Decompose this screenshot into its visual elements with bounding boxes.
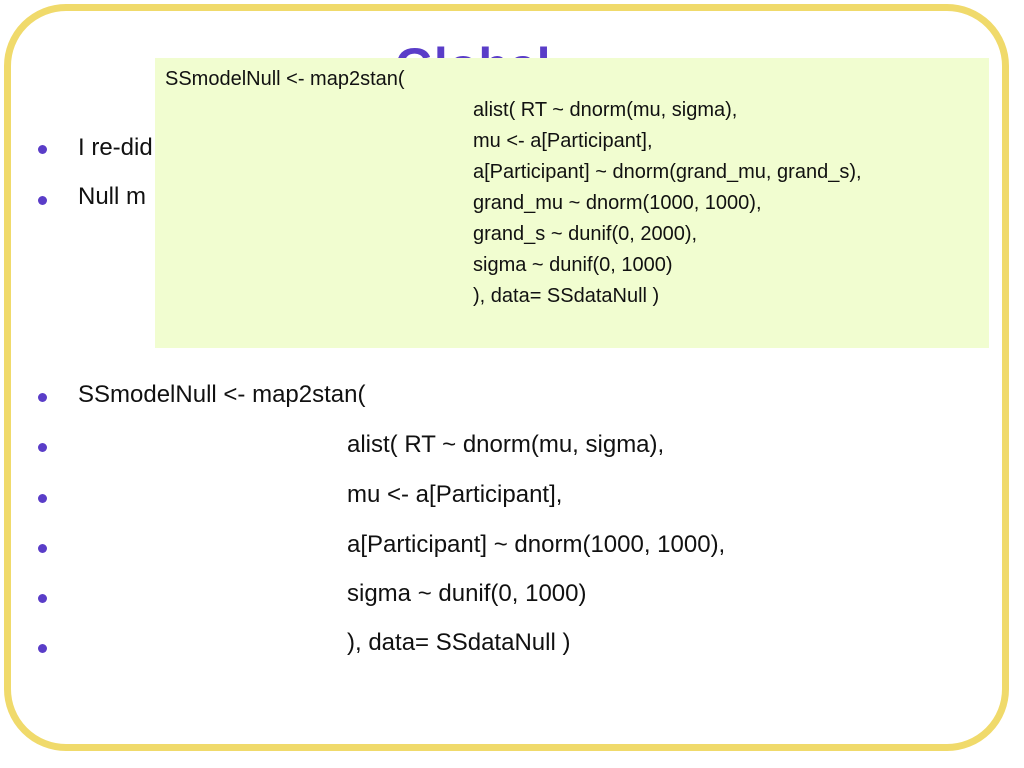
popup-code-line: ), data= SSdataNull )	[473, 285, 660, 307]
popup-code-line: mu <- a[Participant],	[473, 130, 653, 152]
bullet-marker	[38, 145, 47, 154]
bullet-marker	[38, 644, 47, 653]
code-bullet-line: alist( RT ~ dnorm(mu, sigma),	[347, 431, 665, 458]
code-popup	[155, 58, 989, 348]
bullet-marker	[38, 494, 47, 503]
popup-code-line: SSmodelNull <- map2stan(	[165, 68, 405, 90]
bullet-marker	[38, 594, 47, 603]
bullet-marker	[38, 544, 47, 553]
popup-code-line: sigma ~ dunif(0, 1000)	[473, 254, 673, 276]
bullet-text: I re-did	[78, 134, 153, 161]
bullet-marker	[38, 443, 47, 452]
bullet-marker	[38, 196, 47, 205]
popup-code-line: a[Participant] ~ dnorm(grand_mu, grand_s),	[473, 161, 862, 183]
code-bullet-line: SSmodelNull <- map2stan(	[78, 381, 366, 408]
bullet-text: Null m	[78, 183, 147, 210]
popup-code-line: alist( RT ~ dnorm(mu, sigma),	[473, 99, 738, 121]
code-bullet-line: sigma ~ dunif(0, 1000)	[347, 580, 587, 607]
popup-code-line: grand_mu ~ dnorm(1000, 1000),	[473, 192, 762, 214]
code-bullet-line: a[Participant] ~ dnorm(1000, 1000),	[347, 531, 726, 558]
popup-code-line: grand_s ~ dunif(0, 2000),	[473, 223, 698, 245]
code-bullet-line: ), data= SSdataNull )	[347, 629, 571, 656]
code-bullet-line: mu <- a[Participant],	[347, 481, 563, 508]
bullet-marker	[38, 393, 47, 402]
